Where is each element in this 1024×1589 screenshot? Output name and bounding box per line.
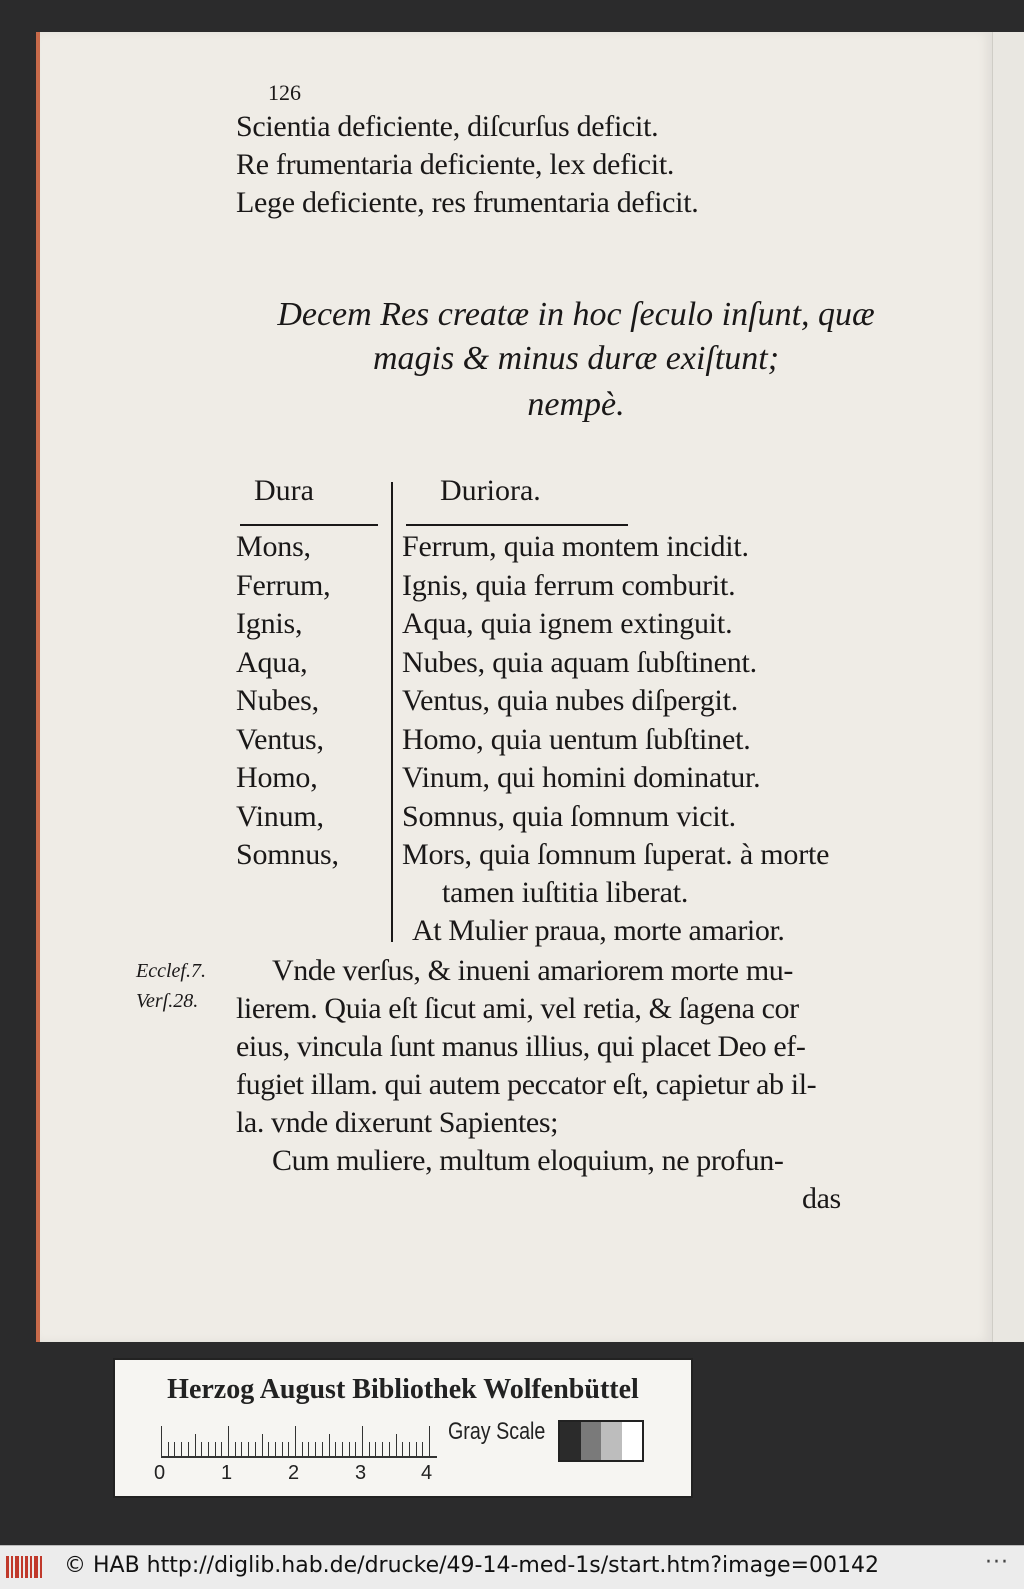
book-page xyxy=(36,32,992,1342)
ruler-tick xyxy=(355,1442,356,1456)
library-title: Herzog August Bibliothek Wolfenbüttel xyxy=(167,1374,639,1405)
ruler-tick xyxy=(215,1442,216,1456)
section-heading: nempè. xyxy=(527,386,625,423)
verse-line: Lege deficiente, res frumentaria deficit. xyxy=(236,186,699,219)
column-header-dura: Dura xyxy=(254,474,314,507)
table-cell-duriora: Ventus, quia nubes diſpergit. xyxy=(402,684,739,717)
ruler-tick xyxy=(295,1426,296,1456)
ruler-number: 4 xyxy=(421,1462,433,1484)
table-cell-dura: Ignis, xyxy=(236,607,303,640)
ruler-tick xyxy=(282,1442,283,1456)
ruler-tick xyxy=(221,1442,222,1456)
barcode-icon xyxy=(6,1556,46,1578)
table-cell-dura: Ventus, xyxy=(236,723,324,756)
table-cell-duriora: Aqua, quia ignem extinguit. xyxy=(402,607,733,640)
status-bar xyxy=(0,1545,1024,1589)
ruler-tick xyxy=(201,1442,202,1456)
catchword: das xyxy=(802,1182,841,1215)
table-cell-duriora: Nubes, quia aquam ſubſtinent. xyxy=(402,646,757,679)
ruler-tick xyxy=(241,1442,242,1456)
column-divider xyxy=(391,482,393,942)
ruler-tick xyxy=(262,1434,263,1456)
ruler-tick xyxy=(208,1442,209,1456)
body-line: la. vnde dixerunt Sapientes; xyxy=(236,1106,559,1139)
body-line: Cum muliere, multum eloquium, ne profun- xyxy=(272,1144,784,1177)
ruler-tick xyxy=(161,1426,162,1456)
ruler-tick xyxy=(275,1442,276,1456)
facing-page-edge xyxy=(990,32,1024,1342)
ruler-tick xyxy=(248,1442,249,1456)
table-cell-dura: Aqua, xyxy=(236,646,308,679)
table-cell-dura: Ferrum, xyxy=(236,569,331,602)
margin-note: Ecclef.7. xyxy=(136,960,206,982)
table-continuation: tamen iuſtitia liberat. xyxy=(442,876,689,909)
ruler-tick xyxy=(268,1442,269,1456)
body-line: fugiet illam. qui autem peccator eſt, capietur ab il- xyxy=(236,1068,817,1101)
ruler-tick xyxy=(429,1426,430,1456)
ruler-tick xyxy=(288,1442,289,1456)
body-line: Vnde verſus, & inueni amariorem morte mu- xyxy=(272,954,793,987)
ruler-number: 1 xyxy=(221,1462,233,1484)
ruler-tick xyxy=(396,1434,397,1456)
section-heading: magis & minus duræ exiſtunt; xyxy=(372,340,780,377)
ruler-tick xyxy=(349,1442,350,1456)
ruler-tick xyxy=(389,1442,390,1456)
centered-line: At Mulier praua, morte amarior. xyxy=(412,914,785,947)
ruler-tick xyxy=(308,1442,309,1456)
table-cell-duriora: Ignis, quia ferrum comburit. xyxy=(402,569,736,602)
body-line: eius, vincula ſunt manus illius, qui placet Deo ef- xyxy=(236,1030,806,1063)
verse-line: Scientia deficiente, diſcurſus deficit. xyxy=(236,110,659,143)
table-cell-duriora: Mors, quia ſomnum ſuperat. à morte xyxy=(402,838,830,871)
ruler-tick xyxy=(342,1442,343,1456)
body-line: lierem. Quia eſt ſicut ami, vel retia, & ſagena cor xyxy=(236,992,799,1025)
section-heading: Decem Res creatæ in hoc ſeculo inſunt, quæ xyxy=(277,296,875,333)
ruler-tick xyxy=(329,1434,330,1456)
ruler-tick xyxy=(315,1442,316,1456)
swatch xyxy=(601,1422,622,1460)
ruler-tick xyxy=(181,1442,182,1456)
ruler-tick xyxy=(409,1442,410,1456)
more-options-icon[interactable]: ··· xyxy=(985,1550,1009,1575)
table-cell-dura: Homo, xyxy=(236,761,318,794)
table-cell-duriora: Vinum, qui homini dominatur. xyxy=(402,761,761,794)
ruler-tick xyxy=(168,1442,169,1456)
header-rule xyxy=(406,524,628,526)
table-cell-dura: Somnus, xyxy=(236,838,339,871)
page-number: 126 xyxy=(268,80,301,105)
margin-note: Verſ.28. xyxy=(136,990,199,1012)
verse-line: Re frumentaria deficiente, lex deficit. xyxy=(236,148,675,181)
ruler-tick xyxy=(235,1442,236,1456)
ruler-tick xyxy=(322,1442,323,1456)
swatch xyxy=(622,1422,643,1460)
ruler xyxy=(161,1420,437,1464)
column-header-duriora: Duriora. xyxy=(440,474,541,507)
table-cell-duriora: Somnus, quia ſomnum vicit. xyxy=(402,800,736,833)
ruler-tick xyxy=(375,1442,376,1456)
ruler-number: 0 xyxy=(154,1462,166,1484)
ruler-tick xyxy=(362,1426,363,1456)
table-cell-dura: Vinum, xyxy=(236,800,324,833)
ruler-tick xyxy=(416,1442,417,1456)
swatch xyxy=(560,1422,581,1460)
copyright-url-text[interactable]: © HAB http://diglib.hab.de/drucke/49-14-med-1s/start.htm?image=00142 xyxy=(64,1553,879,1578)
ruler-tick xyxy=(228,1426,229,1456)
ruler-tick xyxy=(422,1442,423,1456)
table-cell-duriora: Ferrum, quia montem incidit. xyxy=(402,530,749,563)
ruler-tick xyxy=(195,1434,196,1456)
ruler-tick xyxy=(382,1442,383,1456)
gray-scale-label: Gray Scale xyxy=(448,1418,546,1445)
table-cell-duriora: Homo, quia uentum ſubſtinet. xyxy=(402,723,751,756)
table-cell-dura: Mons, xyxy=(236,530,311,563)
ruler-tick xyxy=(188,1442,189,1456)
ruler-tick xyxy=(302,1442,303,1456)
ruler-number: 3 xyxy=(355,1462,367,1484)
gray-swatches xyxy=(558,1420,644,1462)
header-rule xyxy=(240,524,378,526)
ruler-tick xyxy=(335,1442,336,1456)
ruler-tick xyxy=(402,1442,403,1456)
swatch xyxy=(581,1422,602,1460)
ruler-tick xyxy=(174,1442,175,1456)
ruler-tick xyxy=(255,1442,256,1456)
ruler-number: 2 xyxy=(288,1462,300,1484)
table-cell-dura: Nubes, xyxy=(236,684,319,717)
ruler-tick xyxy=(369,1442,370,1456)
